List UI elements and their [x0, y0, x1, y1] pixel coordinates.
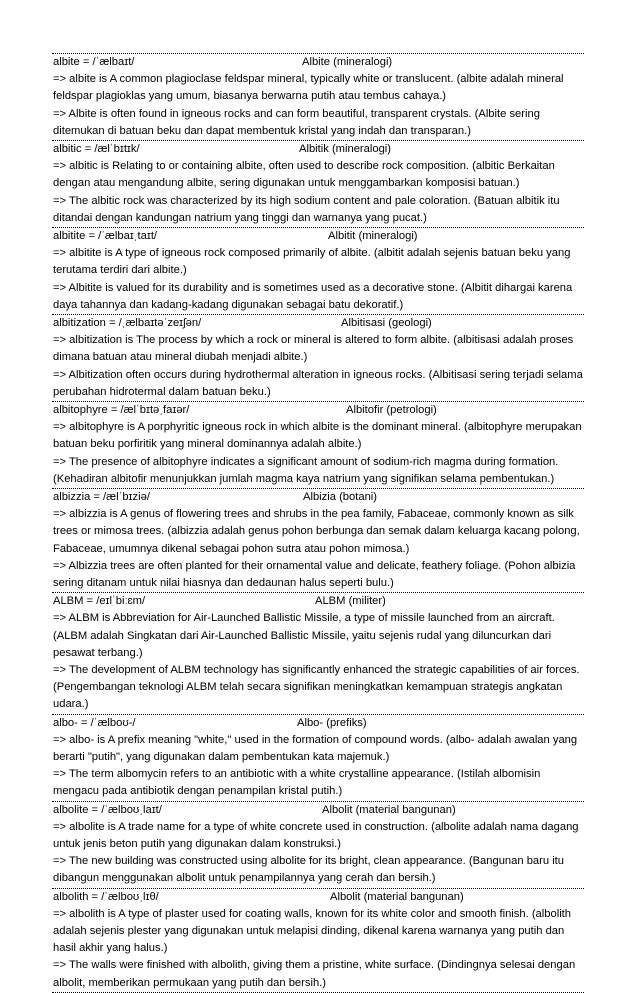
entry-definition: => albite is A common plagioclase feldspar mineral, typically white or translucent. (albite adalah mineral feldspar plagioklas yang umum, biasanya berwarna putih atau tembus cahaya.): [53, 73, 564, 103]
entry-headword: albo- = /ˈælboʊ-/: [53, 716, 136, 729]
entry-translation: Albitik (mineralogi): [299, 143, 392, 155]
glossary-entry: [52, 402, 584, 489]
entry-translation: Albitit (mineralogi): [328, 230, 418, 242]
entry-headword: albitophyre = /ælˈbɪtəˌfaɪər/: [53, 404, 190, 416]
entry-example: => Albitite is valued for its durability and is sometimes used as a decorative stone. (Albitit dihargai karena daya tahannya dan kadang-kadang digunakan sebagai batu dekoratif.): [53, 281, 573, 311]
entry-header: [52, 715, 584, 732]
entry-header: [52, 228, 584, 245]
entry-headword: albizzia = /ælˈbɪziə/: [53, 491, 150, 503]
entry-example: => The presence of albitophyre indicates a significant amount of sodium-rich magma during formation. (Kehadiran albitofir menunjukkan jumlah magma kaya natrium yang signifikan selama pembentukan.): [53, 455, 559, 485]
entry-example: => The albitic rock was characterized by its high sodium content and pale coloration. (Batuan albitik itu ditandai dengan kandungan natrium yang tinggi dan warnanya yang pucat.): [53, 194, 560, 224]
entry-definition: => albolith is A type of plaster used for coating walls, known for its white color and smooth finish. (albolith adalah sejenis plester yang digunakan untuk melapisi dinding, dikenal karena warnanya yang putih dan hasil akhir yang halus.): [53, 907, 572, 955]
entry-headword: albitite = /ˈælbaɪˌtaɪt/: [53, 230, 158, 242]
entry-translation: Albizia (botani): [303, 491, 377, 503]
entry-definition: => albizzia is A genus of flowering trees and shrubs in the pea family, Fabaceae, commonly known as silk trees or mimosa trees. (albizzia adalah genus pohon berbunga dan semak dalam keluarga kacang polong, Fabaceae, umumnya dikenal sebagai pohon sutra atau pohon mimosa.): [53, 508, 580, 555]
entry-example: => The new building was constructed using albolite for its bright, clean appearance. (Bangunan baru itu dibangun menggunakan albolit untuk penampilannya yang cerah dan bersih.): [53, 855, 565, 885]
entry-headword: ALBM = /eɪlˈbiːɛm/: [53, 595, 146, 608]
entry-example: => The term albomycin refers to an antibiotic with a white crystalline appearance. (Istilah albomisin mengacu pada antibiotik dengan penampilan kristal putih.): [53, 768, 541, 798]
entry-translation: Albitofir (petrologi): [346, 404, 437, 416]
glossary-entry: [52, 489, 584, 593]
glossary-entry: [52, 889, 584, 993]
entry-header: [52, 489, 584, 506]
entry-header: [52, 54, 584, 71]
entry-header: [52, 889, 584, 906]
glossary-entry: [52, 315, 584, 402]
entry-definition: => albo- is A prefix meaning "white," used in the formation of compound words. (albo- adalah awalan yang berarti "putih", yang digunakan dalam pembentukan kata majemuk.): [53, 733, 578, 763]
entry-definition: => albitic is Relating to or containing albite, often used to describe rock composition. (albitic Berkaitan dengan atau mengandung albite, sering digunakan untuk menggambarkan komposisi batuan.): [53, 160, 555, 190]
glossary-entry: [52, 802, 584, 889]
entry-headword: albolite = /ˈælboʊˌlaɪt/: [53, 803, 162, 816]
glossary-entry: [52, 593, 584, 714]
entry-headword: albitic = /ælˈbɪtɪk/: [53, 143, 140, 155]
entry-example: => The walls were finished with albolith, giving them a pristine, white surface. (Dindingnya selesai dengan albolit, memberikan permukaan yang putih dan bersih.): [53, 959, 576, 989]
entry-definition: => ALBM is Abbreviation for Air-Launched Ballistic Missile, a type of missile launched from an aircraft. (ALBM adalah Singkatan dari Air-Launched Ballistic Missile, yaitu sejenis rudal yang diluncurkan dari pesawat terbang.): [53, 612, 555, 659]
entry-header: [52, 315, 584, 332]
glossary-page: [52, 53, 584, 993]
entry-translation: Albo- (prefiks): [297, 716, 367, 729]
entry-definition: => albolite is A trade name for a type of white concrete used in construction. (albolite adalah nama dagang untuk jenis beton putih yang digunakan dalam konstruksi.): [53, 820, 579, 850]
entry-header: [52, 802, 584, 819]
entry-definition: => albitophyre is A porphyritic igneous rock in which albite is the dominant mineral. (albitophyre merupakan batuan beku porfiritik yang mineral dominannya adalah albite.): [53, 421, 582, 451]
entry-translation: Albolit (material bangunan): [322, 803, 456, 816]
entry-example: => The development of ALBM technology has significantly enhanced the strategic capabilities of air forces. (Pengembangan teknologi ALBM telah secara signifikan meningkatkan kemampuan strategis angkatan udara.): [53, 664, 580, 711]
glossary-entry: [52, 53, 584, 141]
entry-header: [52, 593, 584, 610]
entry-example: => Albite is often found in igneous rocks and can form beautiful, transparent crystals. (Albite sering ditemukan di batuan beku dan dapat membentuk kristal yang indah dan transparan.): [53, 107, 540, 137]
entry-example: => Albitization often occurs during hydrothermal alteration in igneous rocks. (Albitisasi sering terjadi selama perubahan hidrotermal dalam batuan beku.): [53, 368, 583, 398]
entry-headword: albolith = /ˈælboʊˌlɪθ/: [53, 890, 159, 903]
glossary-entry: [52, 228, 584, 315]
entry-header: [52, 141, 584, 158]
entry-headword: albitization = /ˌælbaɪtəˈzeɪʃən/: [53, 317, 202, 329]
entry-header: [52, 402, 584, 419]
entry-translation: Albite (mineralogi): [302, 56, 393, 68]
glossary-entry: [52, 141, 584, 228]
glossary-entry: [52, 715, 584, 802]
entry-translation: Albolit (material bangunan): [330, 890, 464, 903]
entry-translation: ALBM (militer): [315, 595, 386, 608]
entry-translation: Albitisasi (geologi): [341, 317, 432, 329]
entry-definition: => albitite is A type of igneous rock composed primarily of albite. (albitit adalah sejenis batuan beku yang terutama terdiri dari albite.): [53, 247, 571, 277]
entry-definition: => albitization is The process by which a rock or mineral is altered to form albite. (albitisasi adalah proses dimana batuan atau mineral diubah menjadi albite.): [53, 334, 574, 364]
entry-example: => Albizzia trees are often planted for their ornamental value and delicate, feathery foliage. (Pohon albizia sering ditanam untuk nilai hiasnya dan dedaunan halus seperti bulu.): [53, 559, 576, 589]
entry-headword: albite = /ˈælbaɪt/: [53, 56, 135, 68]
